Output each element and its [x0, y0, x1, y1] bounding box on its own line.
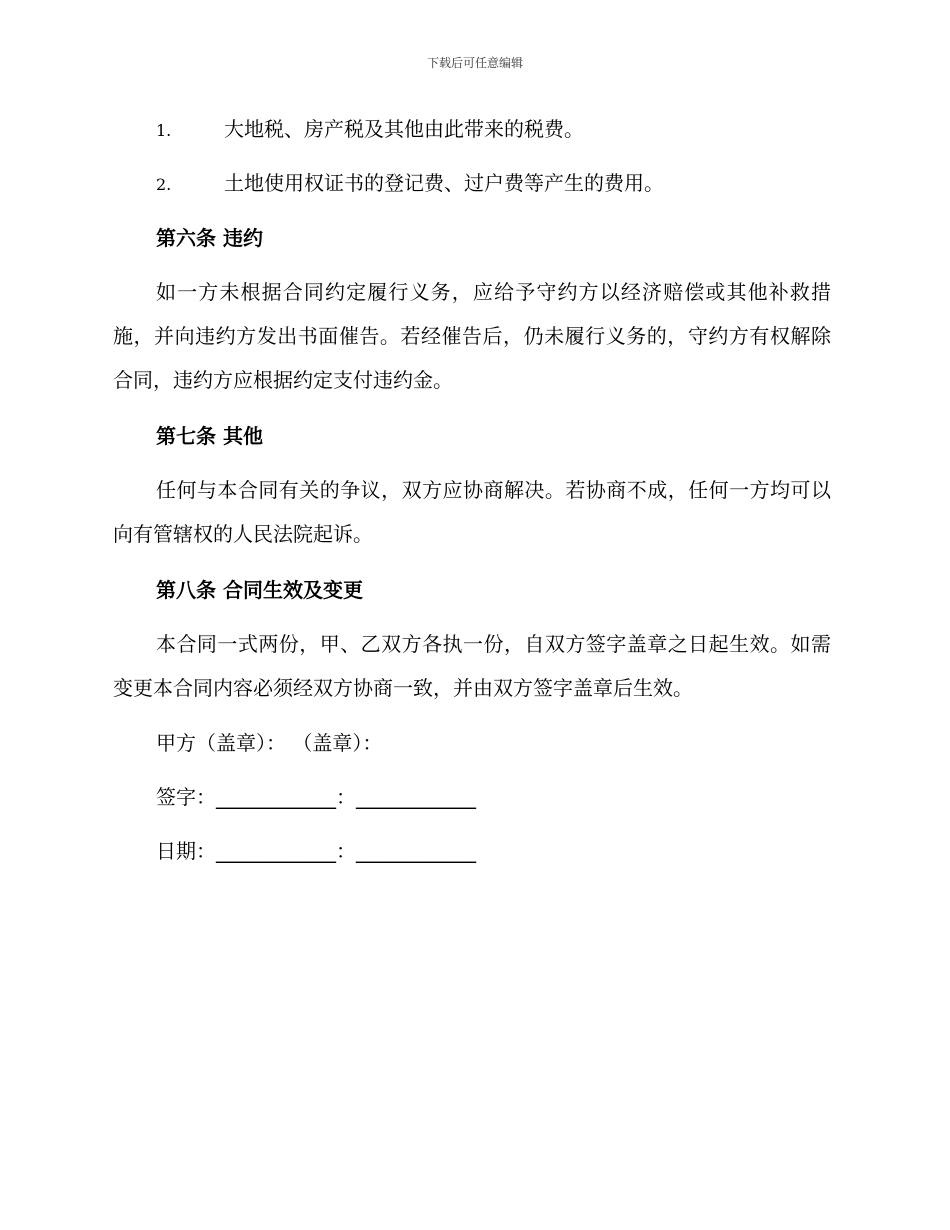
list-text: 土地使用权证书的登记费、过户费等产生的费用。	[224, 171, 664, 195]
section-heading-breach: 第六条 违约	[156, 226, 263, 250]
section-body-other	[113, 468, 831, 556]
paragraph-effectiveness: 本合同一式两份，甲、乙双方各执一份，自双方签字盖章之日起生效。如需变更本合同内容必须经双方协商一致，并由双方签字盖章后生效。	[113, 632, 831, 700]
signature-sign-line: 签字：____________：____________	[156, 785, 476, 809]
section-body-effectiveness	[113, 622, 831, 710]
list-number: 2.	[156, 175, 172, 194]
signature-party-line: 甲方（盖章）： （盖章）：	[156, 731, 383, 755]
paragraph-breach: 如一方未根据合同约定履行义务，应给予守约方以经济赔偿或其他补救措施，并向违约方发出书面催告。若经催告后，仍未履行义务的，守约方有权解除合同，违约方应根据约定支付违约金。	[113, 280, 831, 392]
page-header-note: 下载后可任意编辑	[426, 56, 523, 70]
signature-date-line: 日期：____________：____________	[156, 839, 476, 863]
list-item	[156, 115, 836, 145]
section-body-breach	[113, 270, 831, 402]
list-text: 大地税、房产税及其他由此带来的税费。	[224, 117, 584, 141]
section-heading-effectiveness: 第八条 合同生效及变更	[156, 578, 363, 602]
list-number: 1.	[156, 121, 172, 140]
section-heading-other: 第七条 其他	[156, 424, 263, 448]
list-item	[156, 169, 836, 199]
paragraph-other: 任何与本合同有关的争议，双方应协商解决。若协商不成，任何一方均可以向有管辖权的人民法院起诉。	[113, 478, 831, 546]
